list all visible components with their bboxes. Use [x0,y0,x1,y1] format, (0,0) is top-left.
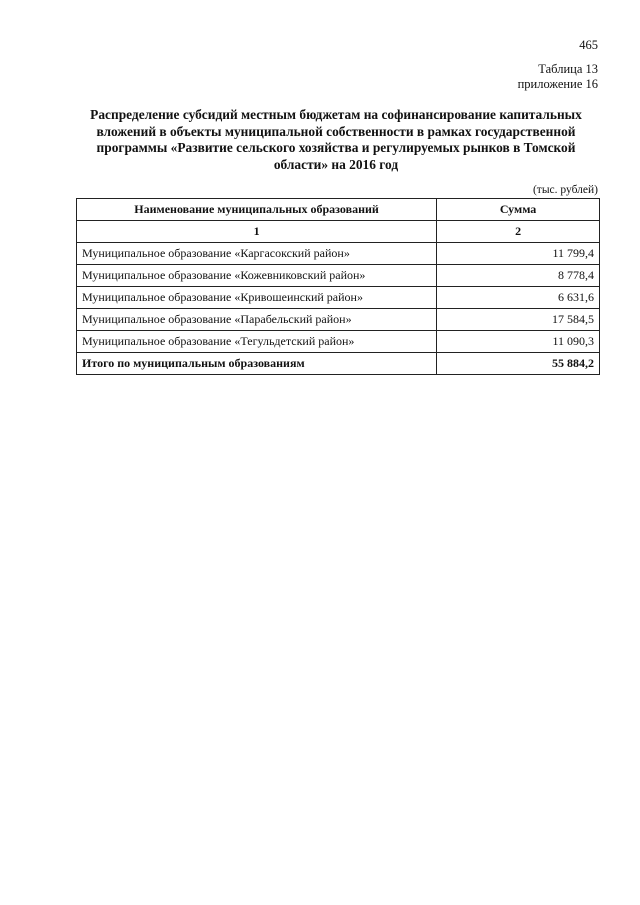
row-sum: 11 799,4 [437,243,600,265]
row-name: Муниципальное образование «Кривошеинский район» [77,287,437,309]
total-row [77,353,600,375]
unit-label: (тыс. рублей) [532,184,598,196]
total-sum: 55 884,2 [437,353,600,375]
table-row [77,287,600,309]
table-row [77,331,600,353]
column-index-2: 2 [437,221,600,243]
page-number: 465 [579,38,598,52]
row-sum: 11 090,3 [437,331,600,353]
table-reference [518,62,598,92]
table-row [77,243,600,265]
total-name: Итого по муниципальным образованиям [77,353,437,375]
table-row [77,309,600,331]
appendix-number: приложение 16 [517,77,598,91]
column-index-1: 1 [77,221,437,243]
subsidy-table [76,198,600,375]
header-sum: Сумма [437,199,600,221]
row-name: Муниципальное образование «Тегульдетский район» [77,331,437,353]
row-sum: 17 584,5 [437,309,600,331]
table-header-row [77,199,600,221]
header-name: Наименование муниципальных образований [77,199,437,221]
row-sum: 6 631,6 [437,287,600,309]
table-row [77,265,600,287]
row-name: Муниципальное образование «Каргасокский район» [77,243,437,265]
row-name: Муниципальное образование «Парабельский район» [77,309,437,331]
column-index-row [77,221,600,243]
document-title: Распределение субсидий местным бюджетам на софинансирование капитальных вложений в объекты муниципальной собственности в рамках государственной программы «Развитие сельского хозяйства и регулируемых рынков в Томской области» на 2016 год [90,107,582,172]
row-sum: 8 778,4 [437,265,600,287]
table-number: Таблица 13 [538,62,598,76]
row-name: Муниципальное образование «Кожевниковский район» [77,265,437,287]
